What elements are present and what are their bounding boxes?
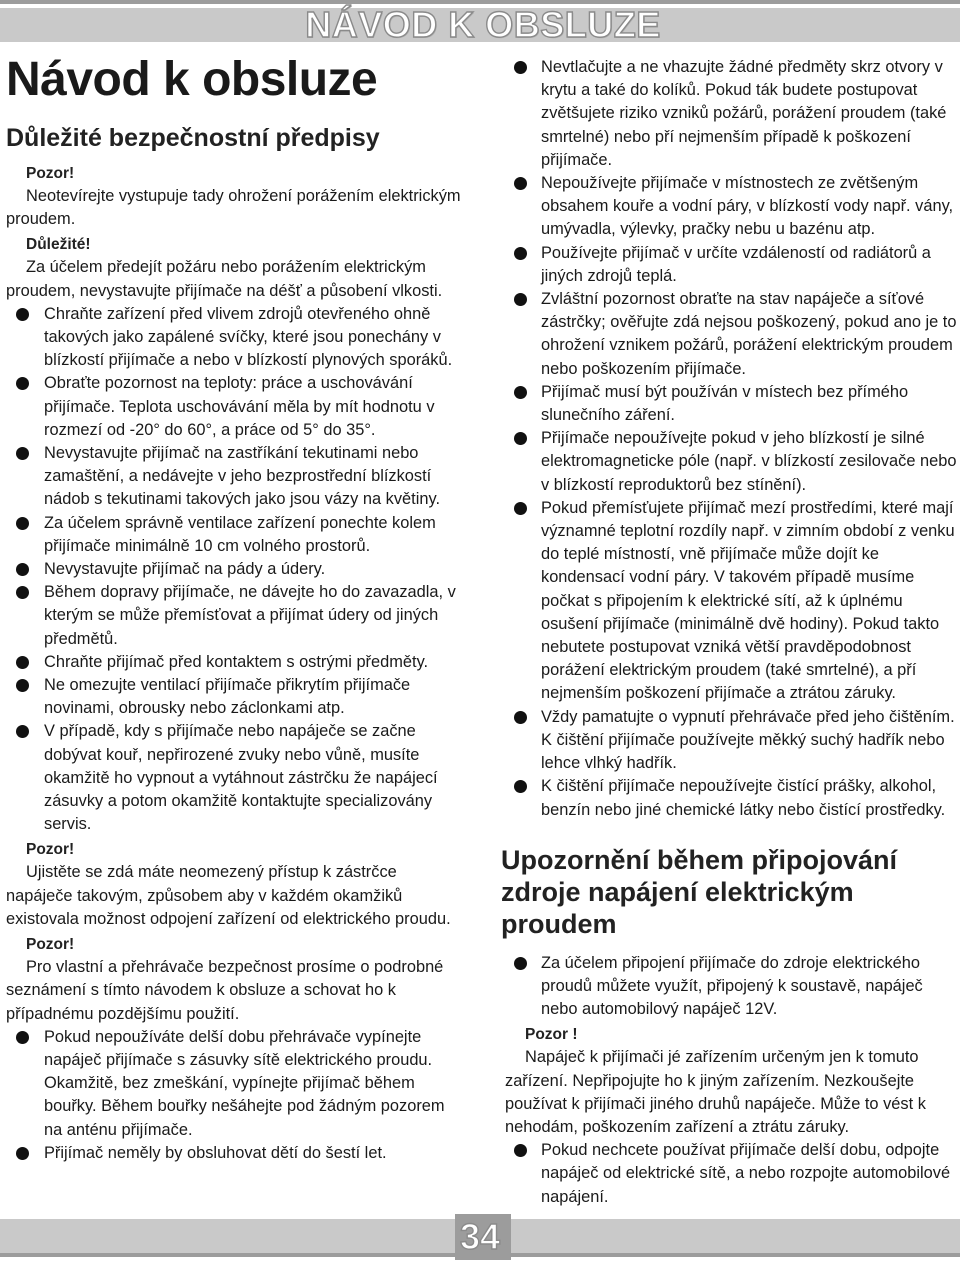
list-item-text: Používejte přijímač v určíte vzdáleností od radiátorů a jiných zdrojů teplá.	[541, 243, 931, 285]
important-label: Důležité!	[26, 236, 91, 254]
page-number: 34	[459, 1216, 501, 1257]
list-item	[6, 1026, 464, 1142]
list-item	[505, 1139, 957, 1209]
list-item-text: Obraťte pozornost na teploty: práce a uschovávání přijímače. Teplota uschovávání měla by mít hodnotu v rozmezí od -20° do 60°, a práce od 5° do 35°.	[44, 374, 435, 439]
list-item-text: Nevtlačujte a ne vhazujte žádné předměty skrz otvory v krytu a také do kolíků. Pokud ták budete postupovat zvětšujete riziko vzniků požárů, porážení proudem (také smrtelné) nebo pří nejmenším případě k poškození přijímače.	[541, 58, 947, 169]
bullet-icon	[16, 679, 29, 692]
list-item-text: Zvláštní pozornost obraťte na stav napáječe a síťové zástrčky; ověřujte zdá nejsou poškozený, pokud ano je to ohrožení vznikem požárů, porážení elektrickým proudem nebo poškozením přijímače.	[541, 290, 957, 378]
list-item-text: Přijímače nepoužívejte pokud v jeho blízkostí je silné elektromagneticke póle (např. v blízkostí zesilovače nebo v blízkostí reproduktorů bez stínění).	[541, 429, 957, 494]
bullet-icon	[514, 502, 527, 515]
list-item	[505, 497, 957, 706]
list-item-text: Za účelem připojení přijímače do zdroje elektrického proudů můžete využít, připojený k soustavě, napáječ nebo automobilový napáječ 12V.	[541, 953, 923, 1019]
list-item-text: V případě, kdy s přijímače nebo napáječe se začne dobývat kouř, nepřirozené zvuky nebo vůně, musíte okamžitě ho vypnout a vytáhnout zástrčku že napájecí zásuvky a potom okamžitě kontaktujte specializovány servis.	[44, 722, 438, 834]
list-item-text: Ne omezujte ventilací přijímače přikrytím přijímače novinami, obrousky nebo záclonkami atp.	[44, 676, 411, 718]
warning-label: Pozor !	[525, 1026, 578, 1044]
bullet-list	[6, 303, 464, 837]
list-item	[6, 372, 464, 442]
warning-label: Pozor!	[26, 165, 75, 182]
warning-text: Napáječ k přijímači jé zařízením určeným jen k tomuto zařízení. Nepřipojujte ho k jiným zařízením. Nezkoušejte používat k přijímači jiného druhů napáječe. Může to vést k nehodám, poškozením zařízení a ztrátu záruky.	[505, 1048, 926, 1136]
list-item	[6, 581, 464, 651]
warning-label: Pozor!	[26, 936, 75, 954]
list-item	[6, 651, 464, 674]
warning-label: Pozor!	[26, 841, 75, 859]
section-title-safety: Důležité bezpečnostní předpisy	[6, 124, 380, 152]
bullet-icon	[514, 957, 527, 970]
list-item	[6, 512, 464, 558]
list-item-text: Nevystavujte přijímač na pády a údery.	[44, 560, 326, 579]
list-item	[505, 952, 957, 1022]
list-item-text: Chraňte přijímač před kontaktem s ostrými předměty.	[44, 652, 429, 671]
list-item	[6, 303, 464, 373]
bullet-icon	[514, 293, 527, 306]
list-item-text: K čištění přijímače nepoužívejte čistící prášky, alkohol, benzín nebo jiné chemické látky nebo čistící prostředky.	[541, 777, 946, 819]
list-item-text: Za účelem správně ventilace zařízení ponechte kolem přijímače minimálně 10 cm volného prostorů.	[44, 513, 436, 555]
warning-text: Neotevírejte vystupuje tady ohrožení porážením elektrickým proudem.	[6, 187, 461, 229]
bullet-icon	[514, 780, 527, 793]
bullet-list	[505, 1139, 957, 1209]
list-item-text: Pokud přemísťujete přijímač mezí prostředími, které mají významné teplotní rozdíly např. v zimním období z venku do teplé místností, vně přijímače může dojít ke kondensací vodní páry. V takovém případě musíme počkat s připojením k elektrické sítí, až k úplnému osušení přijímače (minimálně dvě hodiny). Pokud takto nebutete postupovat vzniká větší pravděpodobnost porážení elektrickým proudem (také smrtelné), a pří nejmenším poškození přijímače a ztrátou záruky.	[541, 498, 955, 703]
bullet-icon	[16, 308, 29, 321]
list-item	[6, 1142, 464, 1165]
bullet-icon	[16, 377, 29, 390]
header-title: NÁVOD K OBSLUZE	[305, 4, 661, 45]
list-item-text: Nevystavujte přijímač na zastříkání tekutinami nebo zamaštění, a nedávejte v jeho bezprostřední blízkostí nádob s tekutinami takových jako jsou vázy na květiny.	[44, 444, 441, 509]
list-item	[6, 674, 464, 720]
section-title-power: Upozornění během připojování zdroje napájení elektrickým proudem	[501, 844, 898, 939]
bullet-icon	[16, 725, 29, 738]
list-item	[6, 720, 464, 836]
bullet-icon	[16, 586, 29, 599]
bullet-icon	[514, 177, 527, 190]
list-item-text: Vždy pamatujte o vypnutí přehrávače před jeho čištěním. K čištění přijímače používejte měkký suchý hadřík nebo lehce vlhký hadřík.	[541, 707, 955, 773]
list-item-text: Nepoužívejte přijímače v místnostech ze zvětšeným obsahem kouře a vodní páry, v blízkostí vody např. vány, umývadla, výlevky, pračky nebu u bazénu atp.	[541, 174, 954, 239]
list-item	[6, 442, 464, 512]
warning-text: Ujistěte se zdá máte neomezený přístup k zástrčce napáječe takovým, způsobem aby v každém okamžiků existovala možnost odpojení zařízení od elektrického proudu.	[6, 863, 451, 928]
list-item-text: Pokud nechcete používat přijímače delší dobu, odpojte napáječ od elektrické sítě, a nebo rozpojte automobilové napájení.	[541, 1141, 951, 1206]
left-column	[6, 52, 464, 1165]
warning-text: Pro vlastní a přehrávače bezpečnost prosíme o podrobné seznámení s tímto návodem k obsluze a schovat ho k případnému pozdějšímu použití.	[6, 958, 444, 1023]
bullet-icon	[16, 656, 29, 669]
bullet-icon	[514, 711, 527, 724]
list-item-text: Přijímač neměly by obsluhovat dětí do šestí let.	[44, 1143, 387, 1162]
bullet-icon	[514, 247, 527, 260]
list-item	[505, 172, 957, 242]
bullet-icon	[16, 517, 29, 530]
list-item	[505, 427, 957, 497]
bullet-icon	[514, 1144, 527, 1157]
bullet-icon	[16, 447, 29, 460]
bullet-icon	[514, 432, 527, 445]
right-column	[501, 56, 957, 1209]
list-item	[505, 381, 957, 427]
list-item-text: Přijímač musí být používán v místech bez přímého slunečního záření.	[541, 382, 909, 425]
list-item	[505, 775, 957, 821]
list-item	[505, 56, 957, 172]
list-item	[505, 288, 957, 381]
list-item-text: Během dopravy přijímače, ne dávejte ho do zavazadla, v kterým se může přemísťovat a přijímat údery od jiných předmětů.	[44, 583, 456, 648]
list-item-text: Chraňte zařízení před vlivem zdrojů otevřeného ohně takových jako zapálené svíčky, které jsou ponechány v blízkostí přijímače a nebo v blízkostí plynových sporáků.	[44, 304, 453, 370]
bullet-list	[505, 56, 957, 822]
list-item-text: Pokud nepoužíváte delší dobu přehrávače vypínejte napáječ přijímače s zásuvky sítě elektrického proudu. Okamžitě, bez zmeškání, vypínejte přijímač během bouřky. Během bouřky nešáhejte pod žádným pozorem na anténu přijímače.	[44, 1027, 445, 1139]
bullet-icon	[16, 1147, 29, 1160]
bullet-icon	[514, 386, 527, 399]
bullet-icon	[514, 61, 527, 74]
list-item	[6, 558, 464, 581]
page-title: Návod k obsluze	[6, 53, 378, 106]
list-item	[505, 706, 957, 776]
bullet-list	[6, 1026, 464, 1165]
important-text: Za účelem předejít požáru nebo porážením elektrickým proudem, nevystavujte přijímače na déšť a působení vlkosti.	[6, 258, 443, 300]
bullet-icon	[16, 1031, 29, 1044]
list-item	[505, 242, 957, 288]
bullet-icon	[16, 563, 29, 576]
bullet-list	[505, 952, 957, 1022]
